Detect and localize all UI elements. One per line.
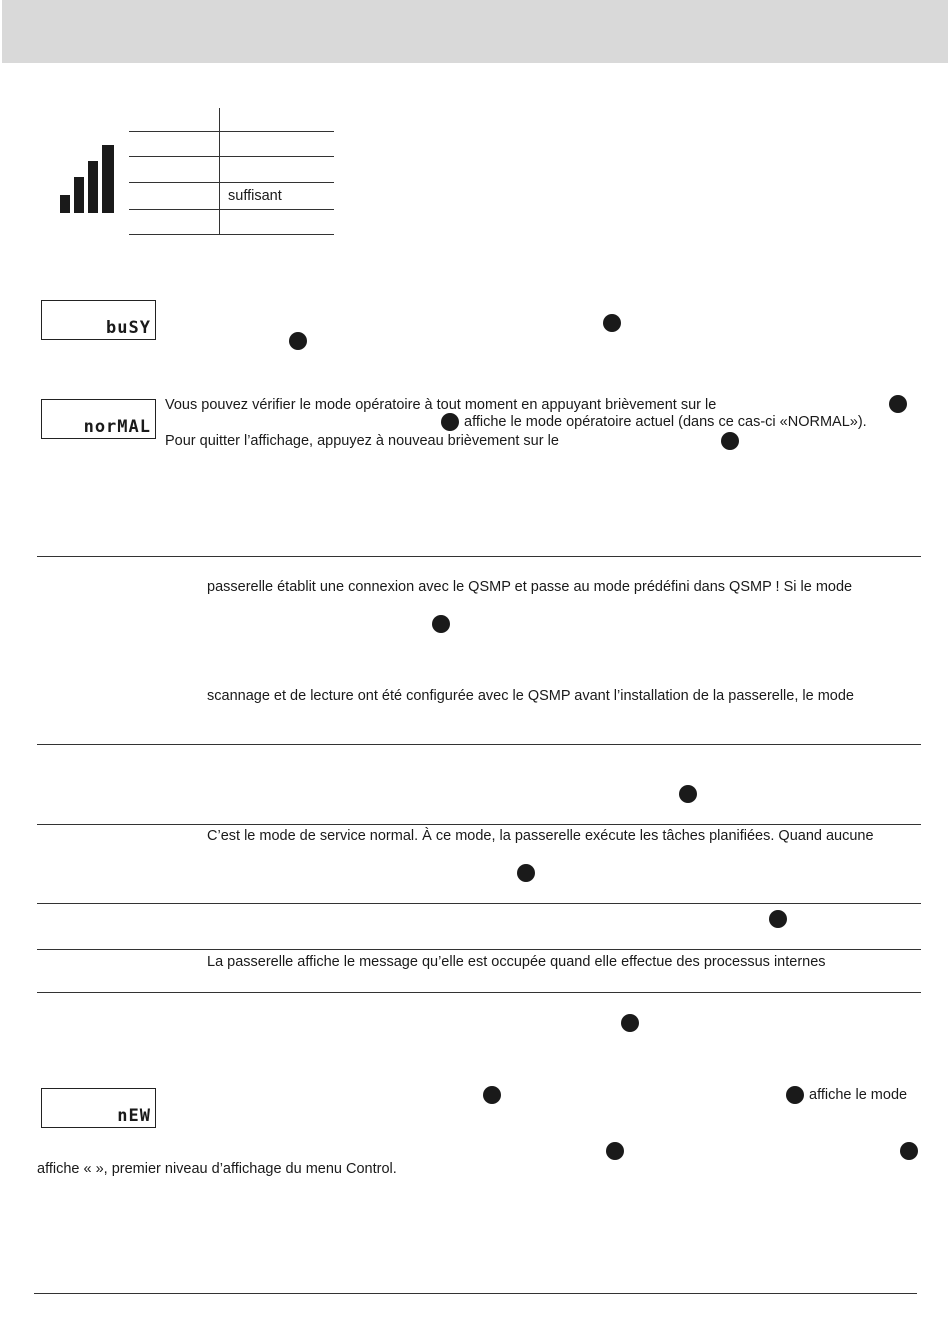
button-reference-icon (483, 1086, 501, 1104)
table-rule (129, 209, 334, 210)
button-reference-icon (769, 910, 787, 928)
table-rule (129, 182, 334, 183)
footer-rule (34, 1293, 917, 1294)
lcd-display-normal (41, 399, 156, 439)
paragraph-line: La passerelle affiche le message qu’elle est occupée quand elle effectue des processus internes (207, 954, 826, 970)
paragraph-line: affiche le mode opératoire actuel (dans ce cas-ci «NORMAL»). (464, 414, 867, 430)
button-reference-icon (721, 432, 739, 450)
button-reference-icon (621, 1014, 639, 1032)
paragraph-line: C’est le mode de service normal. À ce mode, la passerelle exécute les tâches planifiées. Quand aucune (207, 828, 874, 844)
section-rule (37, 992, 921, 993)
section-rule (37, 903, 921, 904)
table-rule (129, 156, 334, 157)
lcd-text: norMAL (83, 417, 151, 437)
button-reference-icon (889, 395, 907, 413)
button-reference-icon (900, 1142, 918, 1160)
section-rule (37, 744, 921, 745)
signal-table (129, 108, 335, 236)
paragraph-line: passerelle établit une connexion avec le QSMP et passe au mode prédéfini dans QSMP ! Si le mode (207, 579, 853, 595)
button-reference-icon (603, 314, 621, 332)
button-reference-icon (441, 413, 459, 431)
section-rule (37, 824, 921, 825)
section-rule (37, 556, 921, 557)
table-divider (219, 108, 220, 235)
header-band (2, 0, 948, 63)
lcd-text: buSY (106, 318, 151, 338)
signal-bar (74, 177, 84, 213)
signal-bar (88, 161, 98, 213)
lcd-display-new (41, 1088, 156, 1128)
signal-level-label: suffisant (228, 188, 282, 204)
signal-bar (102, 145, 114, 213)
lcd-display-busy (41, 300, 156, 340)
paragraph-line: scannage et de lecture ont été configurée avec le QSMP avant l’installation de la passerelle, le mode (207, 688, 854, 704)
signal-strength-icon (58, 143, 118, 215)
button-reference-icon (679, 785, 697, 803)
button-reference-icon (786, 1086, 804, 1104)
button-reference-icon (517, 864, 535, 882)
paragraph-line: Vous pouvez vérifier le mode opératoire à tout moment en appuyant brièvement sur le (165, 397, 717, 413)
paragraph-line: Pour quitter l’affichage, appuyez à nouveau brièvement sur le (165, 433, 559, 449)
paragraph-line: affiche « », premier niveau d’affichage du menu Control. (37, 1161, 397, 1177)
lcd-text: nEW (117, 1106, 151, 1126)
table-rule (129, 131, 334, 132)
button-reference-icon (289, 332, 307, 350)
table-rule (129, 234, 334, 235)
section-rule (37, 949, 921, 950)
paragraph-line: affiche le mode (809, 1087, 908, 1103)
button-reference-icon (432, 615, 450, 633)
signal-bar (60, 195, 70, 213)
button-reference-icon (606, 1142, 624, 1160)
